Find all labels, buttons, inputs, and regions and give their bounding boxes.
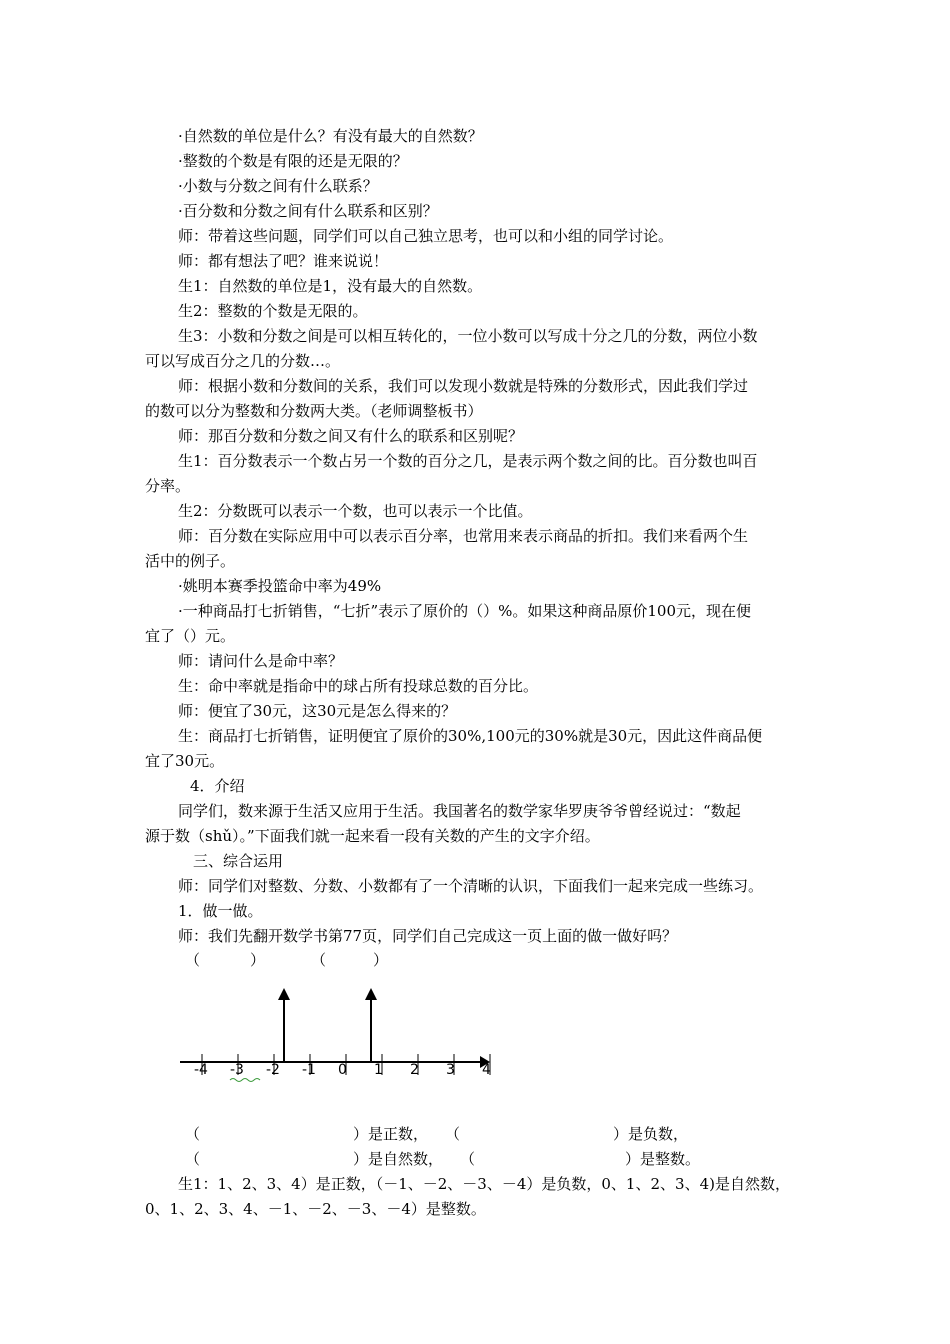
text-line: 师：同学们对整数、分数、小数都有了一个清晰的认识，下面我们一起来完成一些练习。 <box>178 877 764 895</box>
tick-label: -2 <box>266 1062 280 1078</box>
text-line: 生2：整数的个数是无限的。 <box>178 302 368 320</box>
text-line: 源于数（shǔ）。”下面我们就一起来看一段有关数的产生的文字介绍。 <box>145 827 600 845</box>
blank-open: （ <box>311 951 327 969</box>
text-line: 1．做一做。 <box>178 902 263 920</box>
fill-open: （ <box>460 1150 476 1168</box>
text-line: ·整数的个数是有限的还是无限的？ <box>178 152 408 170</box>
text-line: 师：带着这些问题，同学们可以自己独立思考，也可以和小组的同学讨论。 <box>178 227 674 245</box>
text-line: 可以写成百分之几的分数…。 <box>145 352 341 370</box>
blank-open: （ <box>185 951 201 969</box>
text-line: 师：我们先翻开数学书第77页，同学们自己完成这一页上面的做一做好吗？ <box>178 927 678 945</box>
answer-line: 0、1、2、3、4、－1、－2、－3、－4）是整数。 <box>145 1200 486 1218</box>
section-heading: 4．介绍 <box>190 777 245 795</box>
text-line: ·小数与分数之间有什么联系？ <box>178 177 378 195</box>
fill-close-natural: ）是自然数， <box>353 1150 444 1168</box>
blank-close: ） <box>250 951 266 969</box>
text-line: 生1：自然数的单位是1，没有最大的自然数。 <box>178 277 483 295</box>
tick-label: -1 <box>302 1062 316 1078</box>
text-line: 同学们，数来源于生活又应用于生活。我国著名的数学家华罗庚爷爷曾经说过：“数起 <box>178 802 741 820</box>
tick-label: -4 <box>194 1062 208 1078</box>
tick-label: 0 <box>338 1062 347 1078</box>
arrowhead <box>278 988 290 1000</box>
tick-marks <box>194 1054 491 1078</box>
text-line: 师：那百分数和分数之间又有什么的联系和区别呢？ <box>178 427 524 445</box>
text-line: 活中的例子。 <box>145 552 236 570</box>
tick-label: 1 <box>374 1062 383 1078</box>
section-heading: 三、综合运用 <box>193 852 284 870</box>
fill-close-negative: ）是负数， <box>613 1125 689 1143</box>
text-line: 生：命中率就是指命中的球占所有投球总数的百分比。 <box>178 677 539 695</box>
text-line: 师：根据小数和分数间的关系，我们可以发现小数就是特殊的分数形式，因此我们学过 <box>178 377 749 395</box>
fill-close-positive: ）是正数， <box>353 1125 429 1143</box>
blank-close: ） <box>373 951 389 969</box>
tick-label: -3 <box>230 1062 244 1078</box>
text-line: 分率。 <box>145 477 191 495</box>
text-line: 生：商品打七折销售，证明便宜了原价的30%,100元的30%就是30元，因此这件商品便 <box>178 727 763 745</box>
tick-label: 3 <box>446 1062 455 1078</box>
text-line: ·百分数和分数之间有什么联系和区别？ <box>178 202 438 220</box>
arrowhead <box>365 988 377 1000</box>
number-line-diagram <box>170 980 500 1090</box>
text-line: ·自然数的单位是什么？有没有最大的自然数？ <box>178 127 483 145</box>
fill-close-integer: ）是整数。 <box>625 1150 701 1168</box>
text-line: 师：都有想法了吧？谁来说说！ <box>178 252 389 270</box>
text-line: 师：便宜了30元，这30元是怎么得来的？ <box>178 702 457 720</box>
text-line: ·姚明本赛季投篮命中率为49% <box>178 577 382 595</box>
text-line: 师：百分数在实际应用中可以表示百分率，也常用来表示商品的折扣。我们来看两个生 <box>178 527 749 545</box>
text-line: 生1：百分数表示一个数占另一个数的百分之几，是表示两个数之间的比。百分数也叫百 <box>178 452 758 470</box>
text-line: 的数可以分为整数和分数两大类。（老师调整板书） <box>145 402 483 420</box>
fill-open: （ <box>185 1150 201 1168</box>
text-line: 宜了30元。 <box>145 752 225 770</box>
text-line: 生2：分数既可以表示一个数，也可以表示一个比值。 <box>178 502 533 520</box>
spellcheck-underline <box>230 1079 260 1082</box>
answer-line: 生1：1、2、3、4）是正数，（－1、－2、－3、－4）是负数，0、1、2、3、4)是自然数， <box>178 1175 790 1193</box>
fill-open: （ <box>185 1125 201 1143</box>
text-line: 师：请问什么是命中率？ <box>178 652 344 670</box>
text-line: 宜了（）元。 <box>145 627 236 645</box>
text-line: 生3：小数和分数之间是可以相互转化的，一位小数可以写成十分之几的分数，两位小数 <box>178 327 758 345</box>
tick-label: 4 <box>482 1062 491 1078</box>
fill-open: （ <box>445 1125 461 1143</box>
text-line: ·一种商品打七折销售，“七折”表示了原价的（）%。如果这种商品原价100元，现在便 <box>178 602 751 620</box>
tick-label: 2 <box>410 1062 419 1078</box>
